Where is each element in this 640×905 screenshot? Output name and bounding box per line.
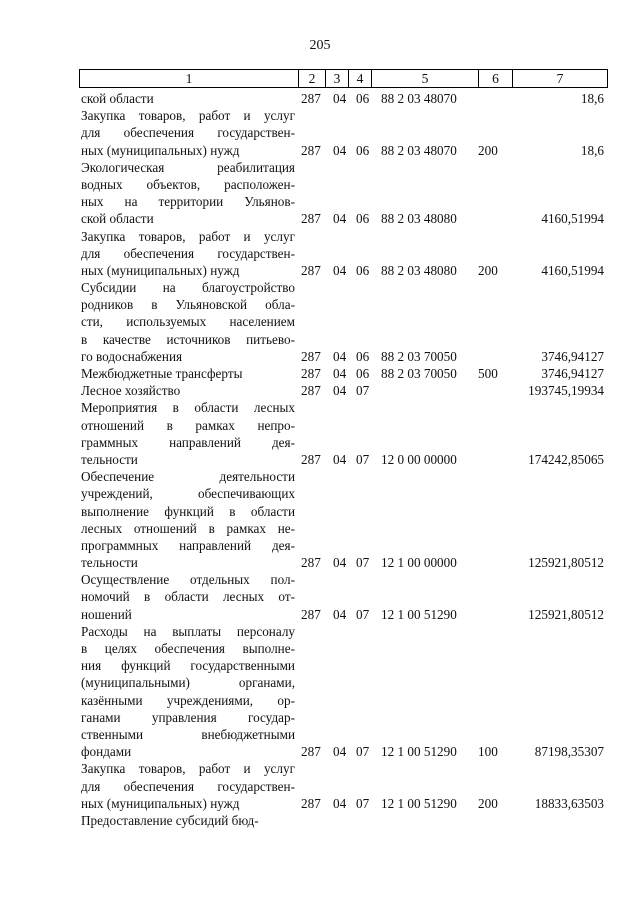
row-cell-4: 06 xyxy=(356,142,370,158)
row-values xyxy=(0,554,640,571)
row-name-line: ской области xyxy=(81,211,154,227)
page-number: 205 xyxy=(309,38,331,53)
row-cell-5: 88 2 03 48080 xyxy=(381,211,457,227)
header-col-5: 5 xyxy=(371,69,479,88)
row-name-line: Осуществление отдельных пол- xyxy=(81,572,295,588)
row-cell-3: 04 xyxy=(333,383,347,399)
row-cell-3: 04 xyxy=(333,795,347,811)
row-cell-7: 174242,85065 xyxy=(528,451,604,467)
row-values xyxy=(0,382,640,399)
table-row xyxy=(0,382,640,399)
row-name-line: Субсидии на благоустройство xyxy=(81,280,295,296)
row-cell-2: 287 xyxy=(301,795,321,811)
row-name-line: в целях обеспечения выполне- xyxy=(81,641,295,656)
row-name-line: Обеспечение деятельности xyxy=(81,469,295,485)
row-cell-7: 125921,80512 xyxy=(528,555,604,571)
row-cell-4: 06 xyxy=(356,91,370,106)
table-row xyxy=(0,279,640,365)
row-cell-4: 07 xyxy=(356,744,370,760)
row-name-line: для обеспечения государствен- xyxy=(81,778,295,794)
row-cell-4: 07 xyxy=(356,795,370,811)
row-name-line: ния функций государственными xyxy=(81,658,295,674)
row-cell-2: 287 xyxy=(301,366,321,381)
row-name-line: ных на территории Ульянов- xyxy=(81,194,295,210)
row-values xyxy=(0,365,640,382)
row-name-line: го водоснабжения xyxy=(81,348,183,364)
row-name xyxy=(81,623,295,761)
budget-table-body xyxy=(0,90,640,829)
row-name-line: учреждений, обеспечивающих xyxy=(81,486,295,502)
row-cell-2: 287 xyxy=(301,262,321,278)
header-col-4: 4 xyxy=(348,69,372,88)
row-name-line: казёнными учреждениями, ор- xyxy=(81,692,295,708)
row-name-line: Закупка товаров, работ и услуг xyxy=(81,761,295,777)
row-cell-4: 06 xyxy=(356,348,370,364)
row-values xyxy=(0,451,640,468)
row-name-line: ганами управления государ- xyxy=(81,709,295,725)
row-cell-5: 12 1 00 51290 xyxy=(381,606,457,622)
row-cell-7: 4160,51994 xyxy=(541,211,604,227)
table-row xyxy=(0,623,640,761)
row-cell-5: 88 2 03 70050 xyxy=(381,366,457,381)
table-row xyxy=(0,90,640,107)
row-name-line: ных (муниципальных) нужд xyxy=(81,795,240,811)
row-name-line: тельности xyxy=(81,451,138,467)
table-row xyxy=(0,468,640,571)
row-cell-6: 200 xyxy=(478,262,498,278)
row-name-line: номочий в области лесных от- xyxy=(81,589,295,605)
row-cell-3: 04 xyxy=(333,606,347,622)
header-col-7: 7 xyxy=(512,69,608,88)
row-name-line: ных (муниципальных) нужд xyxy=(81,262,240,278)
row-values xyxy=(0,795,640,812)
row-name-line: отношений в рамках непро- xyxy=(81,417,295,433)
row-cell-2: 287 xyxy=(301,451,321,467)
row-cell-3: 04 xyxy=(333,91,347,106)
table-row xyxy=(0,107,640,159)
row-name-line: Закупка товаров, работ и услуг xyxy=(81,108,295,124)
row-name-line: для обеспечения государствен- xyxy=(81,125,295,141)
row-cell-3: 04 xyxy=(333,348,347,364)
row-cell-4: 07 xyxy=(356,555,370,571)
row-name-line: Расходы на выплаты персоналу xyxy=(81,623,295,639)
row-cell-7: 18,6 xyxy=(580,91,604,106)
row-cell-2: 287 xyxy=(301,555,321,571)
row-name-line: выполнение функций в области xyxy=(81,503,295,519)
row-cell-4: 06 xyxy=(356,366,370,381)
row-cell-3: 04 xyxy=(333,262,347,278)
row-cell-7: 87198,35307 xyxy=(534,744,604,760)
row-cell-7: 18833,63503 xyxy=(534,795,604,811)
row-cell-2: 287 xyxy=(301,211,321,227)
row-cell-4: 06 xyxy=(356,262,370,278)
row-cell-6: 200 xyxy=(478,795,498,811)
row-cell-4: 07 xyxy=(356,606,370,622)
row-cell-3: 04 xyxy=(333,366,347,381)
table-row xyxy=(0,571,640,623)
row-name-line: граммных направлений дея- xyxy=(81,434,295,450)
header-col-2: 2 xyxy=(298,69,326,88)
header-col-1: 1 xyxy=(79,69,299,88)
row-cell-2: 287 xyxy=(301,142,321,158)
header-col-6: 6 xyxy=(478,69,513,88)
table-row xyxy=(0,399,640,468)
row-name-line: ской области xyxy=(81,91,154,106)
row-cell-6: 500 xyxy=(478,366,498,381)
row-cell-2: 287 xyxy=(301,383,321,399)
row-name-line: тельности xyxy=(81,555,138,571)
row-name-line: для обеспечения государствен- xyxy=(81,245,295,261)
row-cell-6: 200 xyxy=(478,142,498,158)
row-name-line: родников в Ульяновской обла- xyxy=(81,297,295,313)
table-row xyxy=(0,760,640,812)
row-cell-3: 04 xyxy=(333,555,347,571)
row-cell-3: 04 xyxy=(333,142,347,158)
row-values xyxy=(0,142,640,159)
row-cell-2: 287 xyxy=(301,606,321,622)
row-cell-7: 18,6 xyxy=(580,142,604,158)
row-values xyxy=(0,90,640,107)
row-name-line: Лесное хозяйство xyxy=(81,383,181,399)
row-name-line: Межбюджетные трансферты xyxy=(81,366,243,381)
row-cell-5: 88 2 03 48070 xyxy=(381,91,457,106)
row-name-line: (муниципальными) органами, xyxy=(81,675,295,691)
row-name-line: Закупка товаров, работ и услуг xyxy=(81,228,295,244)
row-cell-3: 04 xyxy=(333,451,347,467)
table-row xyxy=(0,159,640,228)
row-name-line: лесных отношений в рамках не- xyxy=(81,520,295,536)
row-cell-5: 12 1 00 00000 xyxy=(381,555,457,571)
row-cell-5: 88 2 03 48070 xyxy=(381,142,457,158)
header-col-3: 3 xyxy=(325,69,349,88)
row-cell-4: 07 xyxy=(356,383,370,399)
row-values xyxy=(0,262,640,279)
row-values xyxy=(0,606,640,623)
row-values xyxy=(0,210,640,227)
row-cell-5: 12 1 00 51290 xyxy=(381,744,457,760)
row-cell-2: 287 xyxy=(301,91,321,106)
row-cell-3: 04 xyxy=(333,744,347,760)
row-name-line: Предоставление субсидий бюд- xyxy=(81,812,259,828)
row-cell-7: 3746,94127 xyxy=(541,366,604,381)
row-cell-5: 88 2 03 70050 xyxy=(381,348,457,364)
row-name-line: фондами xyxy=(81,744,132,760)
row-cell-3: 04 xyxy=(333,211,347,227)
row-cell-2: 287 xyxy=(301,744,321,760)
row-cell-7: 125921,80512 xyxy=(528,606,604,622)
row-cell-7: 3746,94127 xyxy=(541,348,604,364)
row-cell-7: 193745,19934 xyxy=(528,383,604,399)
row-name-line: Экологическая реабилитация xyxy=(81,159,295,175)
table-row xyxy=(0,228,640,280)
row-cell-6: 100 xyxy=(478,744,498,760)
row-cell-4: 06 xyxy=(356,211,370,227)
row-name-line: сти, используемых населением xyxy=(81,314,295,330)
table-row xyxy=(0,812,640,829)
row-cell-5: 12 1 00 51290 xyxy=(381,795,457,811)
row-name-line: ственными внебюджетными xyxy=(81,726,295,742)
row-cell-5: 12 0 00 00000 xyxy=(381,451,457,467)
row-name-line: в качестве источников питьево- xyxy=(81,331,295,347)
row-name-line: водных объектов, расположен- xyxy=(81,176,295,192)
row-values xyxy=(0,812,640,829)
row-name-line: ных (муниципальных) нужд xyxy=(81,142,240,158)
row-cell-5: 88 2 03 48080 xyxy=(381,262,457,278)
row-values xyxy=(0,348,640,365)
row-cell-2: 287 xyxy=(301,348,321,364)
row-name-line: ношений xyxy=(81,606,132,622)
table-row xyxy=(0,365,640,382)
row-name-line: программных направлений дея- xyxy=(81,537,295,553)
row-cell-7: 4160,51994 xyxy=(541,262,604,278)
row-values xyxy=(0,743,640,760)
row-name-line: Мероприятия в области лесных xyxy=(81,400,295,416)
row-cell-4: 07 xyxy=(356,451,370,467)
